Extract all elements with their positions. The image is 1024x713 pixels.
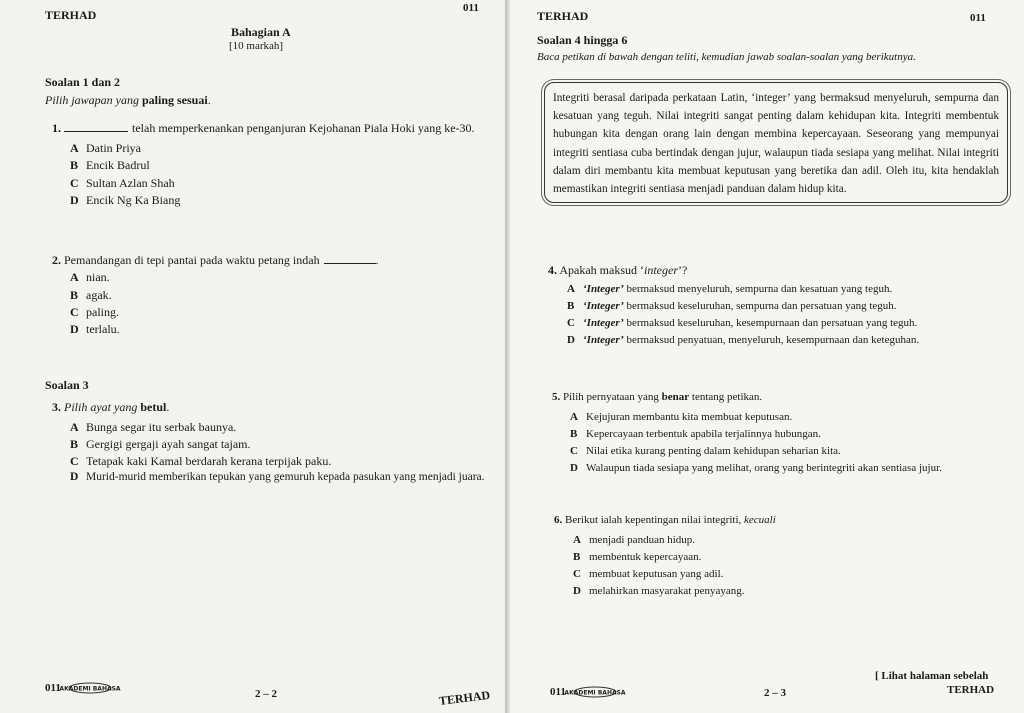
q3-option-c[interactable]: C Tetapak kaki Kamal berdarah kerana terpijak paku. bbox=[70, 454, 332, 468]
q1-2-instruction: Pilih jawapan yang paling sesuai. bbox=[45, 93, 211, 107]
q2-option-d[interactable]: D terlalu. bbox=[70, 322, 120, 336]
footer-code: 011 AKADEMI BAHASA bbox=[45, 682, 121, 694]
footer-page-number: 2 – 2 bbox=[255, 688, 277, 700]
q6-option-d[interactable]: D melahirkan masyarakat penyayang. bbox=[573, 585, 745, 597]
q2-option-a[interactable]: A nian. bbox=[70, 270, 110, 284]
q2-option-c[interactable]: C paling. bbox=[70, 305, 119, 319]
q1-option-d[interactable]: D Encik Ng Ka Biang bbox=[70, 193, 181, 207]
q4-option-c[interactable]: C ‘Integer’ bermaksud keseluruhan, kesempurnaan dan persatuan yang teguh. bbox=[567, 317, 918, 329]
svg-text:AKADEMI BAHASA: AKADEMI BAHASA bbox=[564, 689, 626, 697]
q4-option-a[interactable]: A ‘Integer’ bermaksud menyeluruh, sempurna dan kesatuan yang teguh. bbox=[567, 283, 893, 295]
reading-passage bbox=[544, 82, 1008, 203]
q2-option-b[interactable]: B agak. bbox=[70, 288, 112, 302]
footer-restricted: TERHAD bbox=[947, 684, 995, 696]
q4-6-heading: Soalan 4 hingga 6 bbox=[537, 33, 628, 47]
q5-question: 5. Pilih pernyataan yang benar tentang petikan. bbox=[552, 391, 763, 403]
see-next-page: [ Lihat halaman sebelah bbox=[875, 670, 989, 682]
publisher-logo bbox=[59, 682, 121, 694]
q4-option-b[interactable]: B ‘Integer’ bermaksud keseluruhan, sempurna dan persatuan yang teguh. bbox=[567, 300, 897, 312]
left-page bbox=[0, 0, 505, 713]
q2-blank bbox=[324, 254, 376, 264]
q5-option-d[interactable]: D Walaupun tiada sesiapa yang melihat, orang yang berintegriti akan sentiasa jujur. bbox=[570, 462, 942, 474]
q5-option-b[interactable]: B Kepercayaan terbentuk apabila terjalinnya hubungan. bbox=[570, 428, 821, 440]
q5-option-c[interactable]: C Nilai etika kurang penting dalam kehidupan seharian kita. bbox=[570, 445, 841, 457]
footer-restricted: TERHAD bbox=[438, 687, 491, 709]
q6-option-b[interactable]: B membentuk kepercayaan. bbox=[573, 551, 702, 563]
header-restricted: TERHAD bbox=[537, 9, 589, 23]
q2-question: 2. Pemandangan di tepi pantai pada waktu petang indah . bbox=[52, 253, 379, 267]
q3-option-b[interactable]: B Gergigi gergaji ayah sangat tajam. bbox=[70, 437, 251, 451]
right-page bbox=[510, 0, 1024, 713]
q1-option-b[interactable]: B Encik Badrul bbox=[70, 158, 150, 172]
q6-question: 6. Berikut ialah kepentingan nilai integriti, kecuali bbox=[554, 514, 776, 526]
header-code: 011 bbox=[463, 2, 479, 14]
svg-text:AKADEMI BAHASA: AKADEMI BAHASA bbox=[59, 685, 121, 693]
q3-option-d[interactable]: D Murid-murid memberikan tepukan yang gemuruh kepada pasukan yang menjadi juara. bbox=[70, 471, 485, 483]
footer-page-number: 2 – 3 bbox=[764, 687, 786, 699]
q1-blank bbox=[64, 122, 128, 132]
q1-2-heading: Soalan 1 dan 2 bbox=[45, 75, 121, 89]
header-restricted: TERHAD bbox=[45, 8, 97, 22]
q1-option-c[interactable]: C Sultan Azlan Shah bbox=[70, 176, 175, 190]
section-marks: [10 markah] bbox=[229, 40, 284, 52]
q1-question: 1. telah memperkenankan penganjuran Kejohanan Piala Hoki yang ke-30. bbox=[52, 121, 475, 135]
footer-code: 011 AKADEMI BAHASA bbox=[550, 686, 626, 698]
header-code: 011 bbox=[970, 12, 986, 24]
q6-option-c[interactable]: C membuat keputusan yang adil. bbox=[573, 568, 724, 580]
q3-option-a[interactable]: A Bunga segar itu serbak baunya. bbox=[70, 420, 237, 434]
q4-6-instruction: Baca petikan di bawah dengan teliti, kemudian jawab soalan-soalan yang berikutnya. bbox=[537, 51, 916, 63]
q4-question: 4. Apakah maksud ‘integer’? bbox=[548, 263, 688, 277]
q6-option-a[interactable]: A menjadi panduan hidup. bbox=[573, 534, 696, 546]
section-title: Bahagian A bbox=[231, 25, 291, 39]
q4-option-d[interactable]: D ‘Integer’ bermaksud penyatuan, menyeluruh, kesempurnaan dan keteguhan. bbox=[567, 334, 920, 346]
publisher-logo bbox=[564, 686, 626, 698]
passage-text: Integriti berasal daripada perkataan Latin, ‘integer’ yang bermaksud menyeluruh, sempurna dan kesatuan yang teguh. Nilai integriti sangat penting dalam kehidupan kita. Integriti membentuk hubungan kita dengan orang lain dengan membina kepercayaan. Seseorang yang mempunyai integriti sentiasa cuba bertindak dengan jujur, walaupun tiada sesiapa yang melihat. Nilai integriti dalam diri membantu kita membuat keputusan yang beretika dan adil. Oleh itu, kita hendaklah memastikan integriti sentiasa menjadi panduan dalam hidup kita. bbox=[553, 92, 999, 196]
q1-option-a[interactable]: A Datin Priya bbox=[70, 141, 141, 155]
q5-option-a[interactable]: A Kejujuran membantu kita membuat keputusan. bbox=[570, 411, 793, 423]
q3-heading: Soalan 3 bbox=[45, 378, 89, 392]
q3-question: 3. Pilih ayat yang betul. bbox=[52, 400, 170, 414]
